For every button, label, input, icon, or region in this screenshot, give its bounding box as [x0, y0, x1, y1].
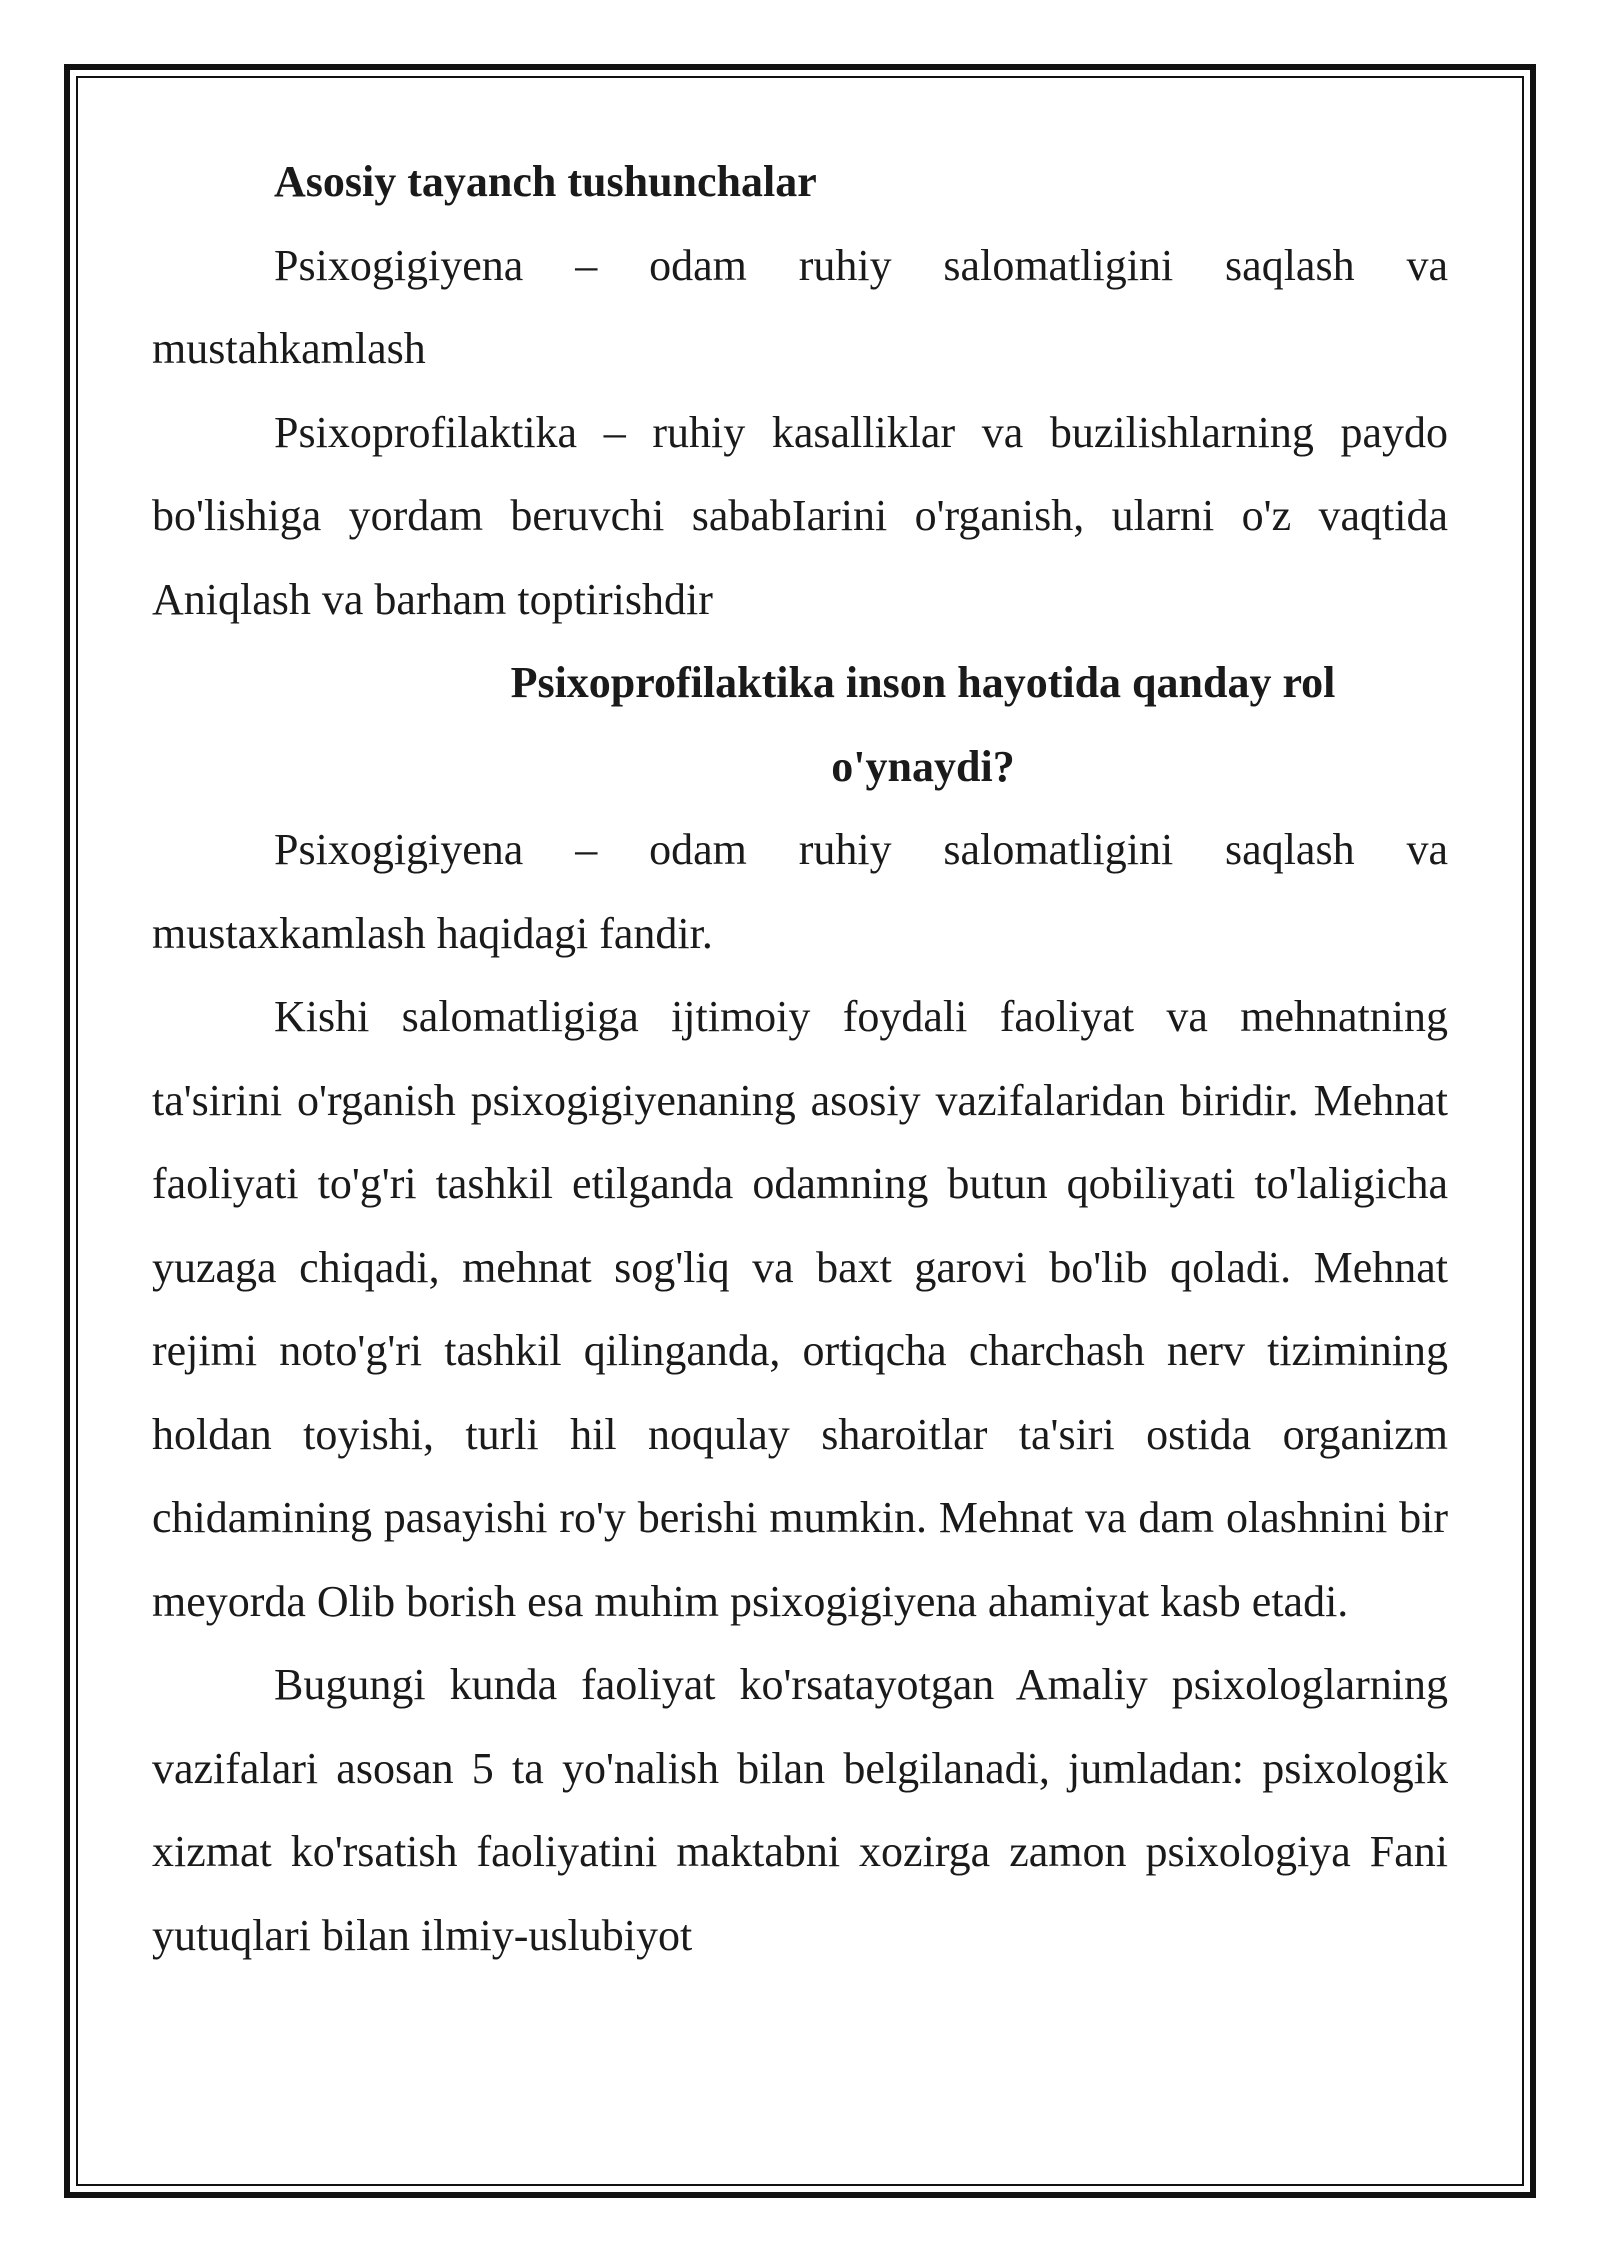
- paragraph-amaliy-psixologlar: Bugungi kunda faoliyat ko'rsatayotgan Amaliy psixologlarning vazifalari asosan 5 ta yo'nalish bilan belgilanadi, jumladan: psixologik xizmat ko'rsatish faoliyatini maktabni xozirga zamon psixologiya Fani yutuqlari bilan ilmiy-uslubiyot: [152, 1660, 1448, 1960]
- paragraph-psixogigiyena-fan: Psixogigiyena – odam ruhiy salomatligini saqlash va mustaxkamlash haqidagi fandir.: [152, 825, 1448, 958]
- document-body: [152, 140, 1448, 1977]
- paragraph-definition-psixoprofilaktika: Psixoprofilaktika – ruhiy kasalliklar va buzilishlarning paydo bo'lishiga yordam beruvchi sababIarini o'rganish, ularni o'z vaqtida Aniqlash va barham toptirishdir: [152, 407, 1448, 624]
- section-heading: Asosiy tayanch tushunchalar: [274, 157, 817, 206]
- paragraph-definition-psixogigiyena: Psixogigiyena – odam ruhiy salomatligini saqlash va mustahkamlash: [152, 240, 1448, 373]
- question-heading: Psixoprofilaktika inson hayotida qanday rol o'ynaydi?: [510, 658, 1336, 791]
- paragraph-mehnat: Kishi salomatligiga ijtimoiy foydali faoliyat va mehnatning ta'sirini o'rganish psixogigiyenaning asosiy vazifalaridan biridir. Mehnat faoliyati to'g'ri tashkil etilganda odamning butun qobiliyati to'laligicha yuzaga chiqadi, mehnat sog'liq va baxt garovi bo'lib qoladi. Mehnat rejimi noto'g'ri tashkil qilinganda, ortiqcha charchash nerv tizimining holdan toyishi, turli hil noqulay sharoitlar ta'siri ostida organizm chidamining pasayishi ro'y berishi mumkin. Mehnat va dam olashnini bir meyorda Olib borish esa muhim psixogigiyena ahamiyat kasb etadi.: [152, 992, 1448, 1626]
